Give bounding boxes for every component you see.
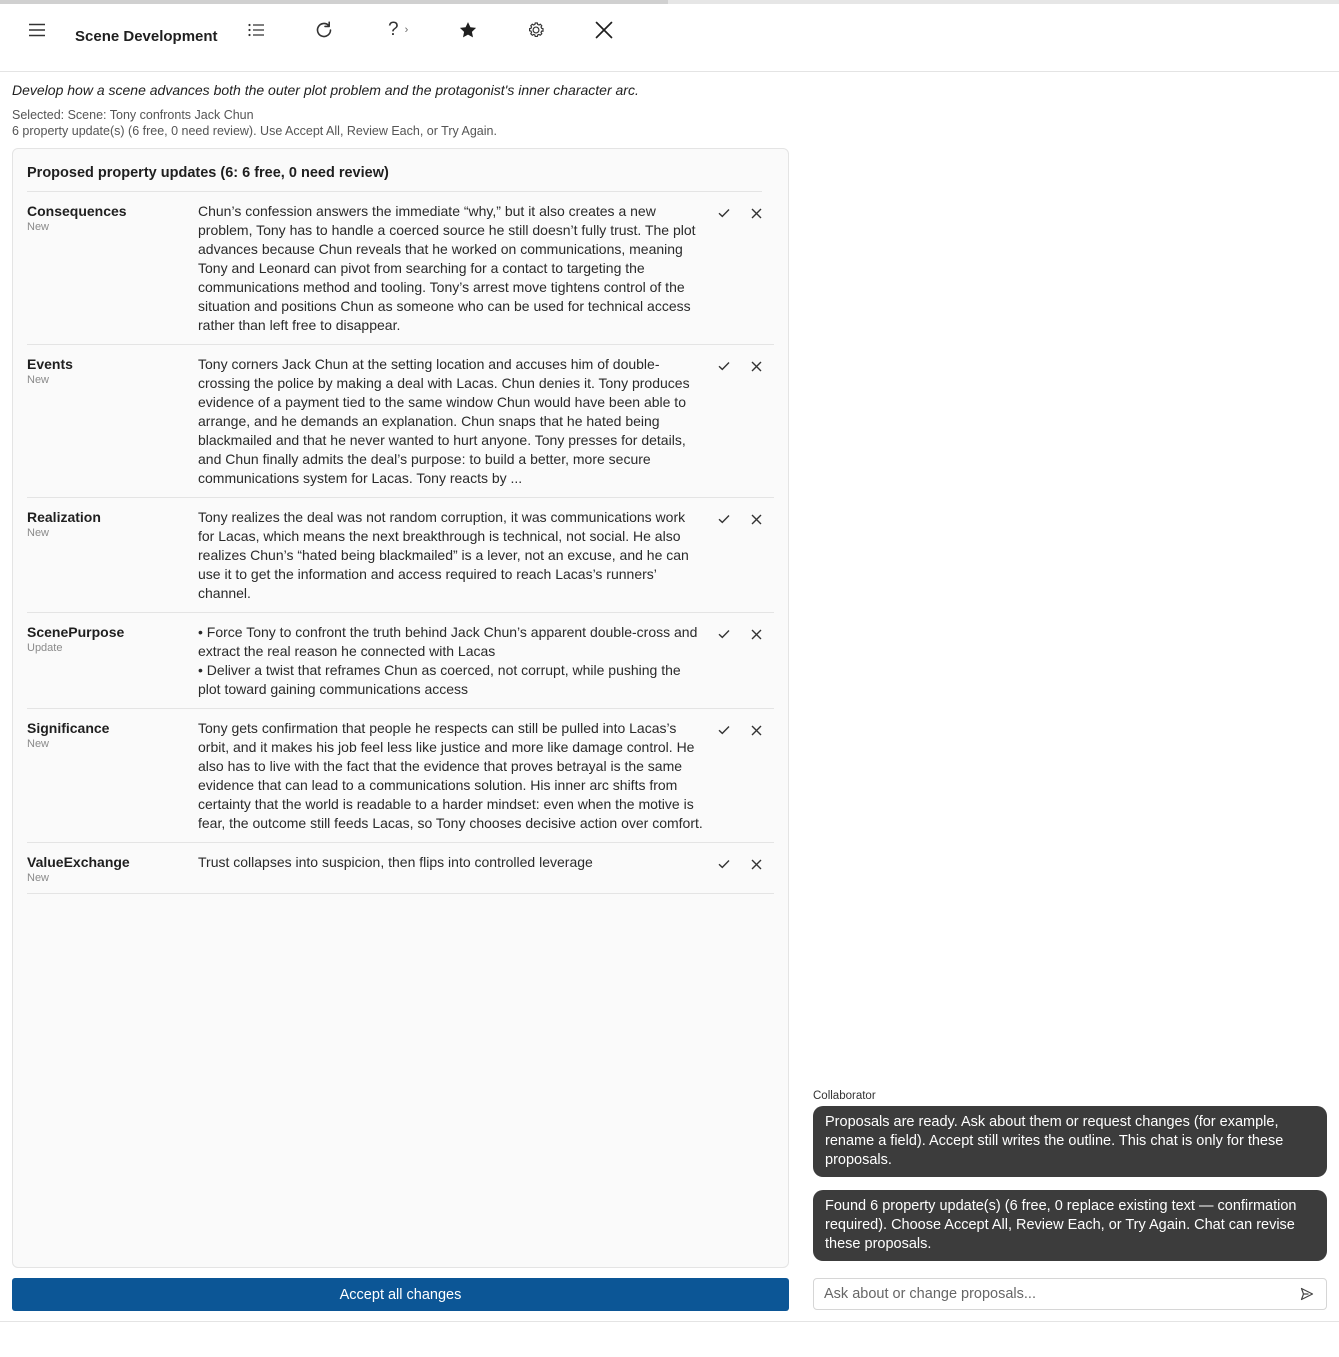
list-button[interactable] xyxy=(238,12,274,48)
selected-scene: Selected: Scene: Tony confronts Jack Chun xyxy=(12,108,254,122)
check-icon xyxy=(718,208,730,218)
reject-button[interactable] xyxy=(745,202,767,224)
refresh-icon xyxy=(314,20,334,40)
row-actions xyxy=(713,508,767,530)
check-icon xyxy=(718,859,730,869)
collaborator-label: Collaborator xyxy=(813,1090,876,1102)
update-summary: 6 property update(s) (6 free, 0 need review). Use Accept All, Review Each, or Try Again. xyxy=(12,124,497,138)
x-icon xyxy=(751,208,762,219)
property-name: Realization xyxy=(27,509,101,525)
accept-button[interactable] xyxy=(713,355,735,377)
proposal-row-valueexchange xyxy=(27,843,774,894)
bullet-item: • Force Tony to confront the truth behind Jack Chun’s apparent double-cross and extract the real reason he connected with Lacas xyxy=(198,624,698,659)
property-name: Significance xyxy=(27,720,110,736)
proposal-row-scenepurpose xyxy=(27,613,774,709)
divider xyxy=(0,1321,1339,1322)
proposal-row-consequences xyxy=(27,192,774,345)
property-value: Tony realizes the deal was not random corruption, it was communications work for Lacas, which means the next breakthrough is technical, not social. He also realizes Chun’s “hated being blackmailed” is a lever, not an excuse, and he can use it to get the information and access required to reach Lacas’s runners’ channel. xyxy=(198,509,689,601)
list-icon xyxy=(248,23,264,37)
property-cell xyxy=(27,853,198,884)
help-icon: ? xyxy=(388,19,399,40)
menu-icon xyxy=(28,23,46,37)
menu-button[interactable] xyxy=(19,12,55,48)
x-icon xyxy=(751,514,762,525)
property-status: Update xyxy=(27,642,63,654)
star-icon xyxy=(458,20,478,40)
property-cell xyxy=(27,719,198,833)
reject-button[interactable] xyxy=(745,623,767,645)
property-value: Chun’s confession answers the immediate “why,” but it also creates a new problem, Tony has to handle a coerced source he still doesn’t fully trust. The plot advances because Chun reveals that he worked on communications, meaning Tony and Leonard can pivot from searching for a contact to targeting the communications method and tooling. Tony’s arrest move tightens control of the situation and positions Chun as someone who can be used for technical access rather than left free to disappear. xyxy=(198,203,696,333)
check-icon xyxy=(718,514,730,524)
chat-message: Proposals are ready. Ask about them or request changes (for example, rename a field). Accept still writes the outline. This chat is only for these proposals. xyxy=(813,1106,1327,1177)
bullet-item: • Deliver a twist that reframes Chun as coerced, not corrupt, while pushing the plot toward gaining communications access xyxy=(198,662,681,697)
page-title: Scene Development xyxy=(75,28,218,45)
check-icon xyxy=(718,361,730,371)
proposals-panel xyxy=(12,148,789,1268)
reject-button[interactable] xyxy=(745,853,767,875)
proposals-title: Proposed property updates (6: 6 free, 0 need review) xyxy=(27,165,389,181)
chat-message: Found 6 property update(s) (6 free, 0 replace existing text — confirmation required). Choose Accept All, Review Each, or Try Again. Chat can revise these proposals. xyxy=(813,1190,1327,1261)
gear-icon xyxy=(526,20,546,40)
property-value: Tony corners Jack Chun at the setting location and accuses him of double-crossing the police by making a deal with Lacas. Chun denies it. Tony produces evidence of a payment tied to the same window Chun would have been able to arrange, and he demands an explanation. Chun snaps that he hated being blackmailed and that he never wanted to hurt anyone. Tony presses for details, and Chun finally admits the deal’s purpose: to build a better, more secure communications system for Lacas. Tony reacts by ... xyxy=(198,356,690,486)
row-actions xyxy=(713,719,767,741)
tool-description: Develop how a scene advances both the outer plot problem and the protagonist's inner character arc. xyxy=(12,82,639,98)
property-cell xyxy=(27,202,198,335)
proposals-list xyxy=(27,192,774,894)
help-menu-button[interactable] xyxy=(388,16,408,44)
refresh-button[interactable] xyxy=(306,12,342,48)
row-actions xyxy=(713,355,767,377)
close-button[interactable] xyxy=(586,12,622,48)
property-cell xyxy=(27,623,198,699)
property-status: New xyxy=(27,221,50,233)
property-value: Trust collapses into suspicion, then flips into controlled leverage xyxy=(198,854,593,870)
property-name: Consequences xyxy=(27,203,127,219)
property-value: Tony gets confirmation that people he respects can still be pulled into Lacas’s orbit, and it makes his job feel less like justice and more like damage control. He also has to live with the fact that the evidence that proves betrayal is the same evidence that can lead to a communications solution. His inner arc shifts from certainty that the world is readable to a harder mindset: even when the motive is fear, the outcome still feeds Lacas, so Tony chooses decisive action over comfort. xyxy=(198,720,703,831)
accept-button[interactable] xyxy=(713,853,735,875)
x-icon xyxy=(751,629,762,640)
check-icon xyxy=(718,725,730,735)
property-status: New xyxy=(27,527,50,539)
proposal-row-significance xyxy=(27,709,774,843)
check-icon xyxy=(718,629,730,639)
property-cell xyxy=(27,508,198,603)
x-icon xyxy=(751,859,762,870)
favorite-button[interactable] xyxy=(450,12,486,48)
chevron-right-icon: › xyxy=(404,24,409,36)
property-name: ScenePurpose xyxy=(27,624,125,640)
accept-button[interactable] xyxy=(713,508,735,530)
x-icon xyxy=(751,725,762,736)
property-name: ValueExchange xyxy=(27,854,130,870)
proposal-row-realization xyxy=(27,498,774,613)
accept-all-button[interactable]: Accept all changes xyxy=(12,1278,789,1311)
toolbar xyxy=(0,4,1339,72)
row-actions xyxy=(713,202,767,224)
chat-input[interactable] xyxy=(824,1286,1296,1302)
property-status: New xyxy=(27,872,50,884)
proposal-row-events xyxy=(27,345,774,498)
x-icon xyxy=(751,361,762,372)
chat-input-box xyxy=(813,1278,1327,1310)
property-cell xyxy=(27,355,198,488)
close-icon xyxy=(595,21,613,39)
reject-button[interactable] xyxy=(745,719,767,741)
reject-button[interactable] xyxy=(745,355,767,377)
row-actions xyxy=(713,853,767,875)
property-status: New xyxy=(27,738,50,750)
property-status: New xyxy=(27,374,50,386)
send-button[interactable] xyxy=(1296,1283,1318,1305)
accept-button[interactable] xyxy=(713,719,735,741)
settings-button[interactable] xyxy=(518,12,554,48)
row-actions xyxy=(713,623,767,645)
property-name: Events xyxy=(27,356,73,372)
property-value xyxy=(198,623,703,699)
reject-button[interactable] xyxy=(745,508,767,530)
accept-button[interactable] xyxy=(713,202,735,224)
accept-button[interactable] xyxy=(713,623,735,645)
send-icon xyxy=(1300,1287,1314,1301)
